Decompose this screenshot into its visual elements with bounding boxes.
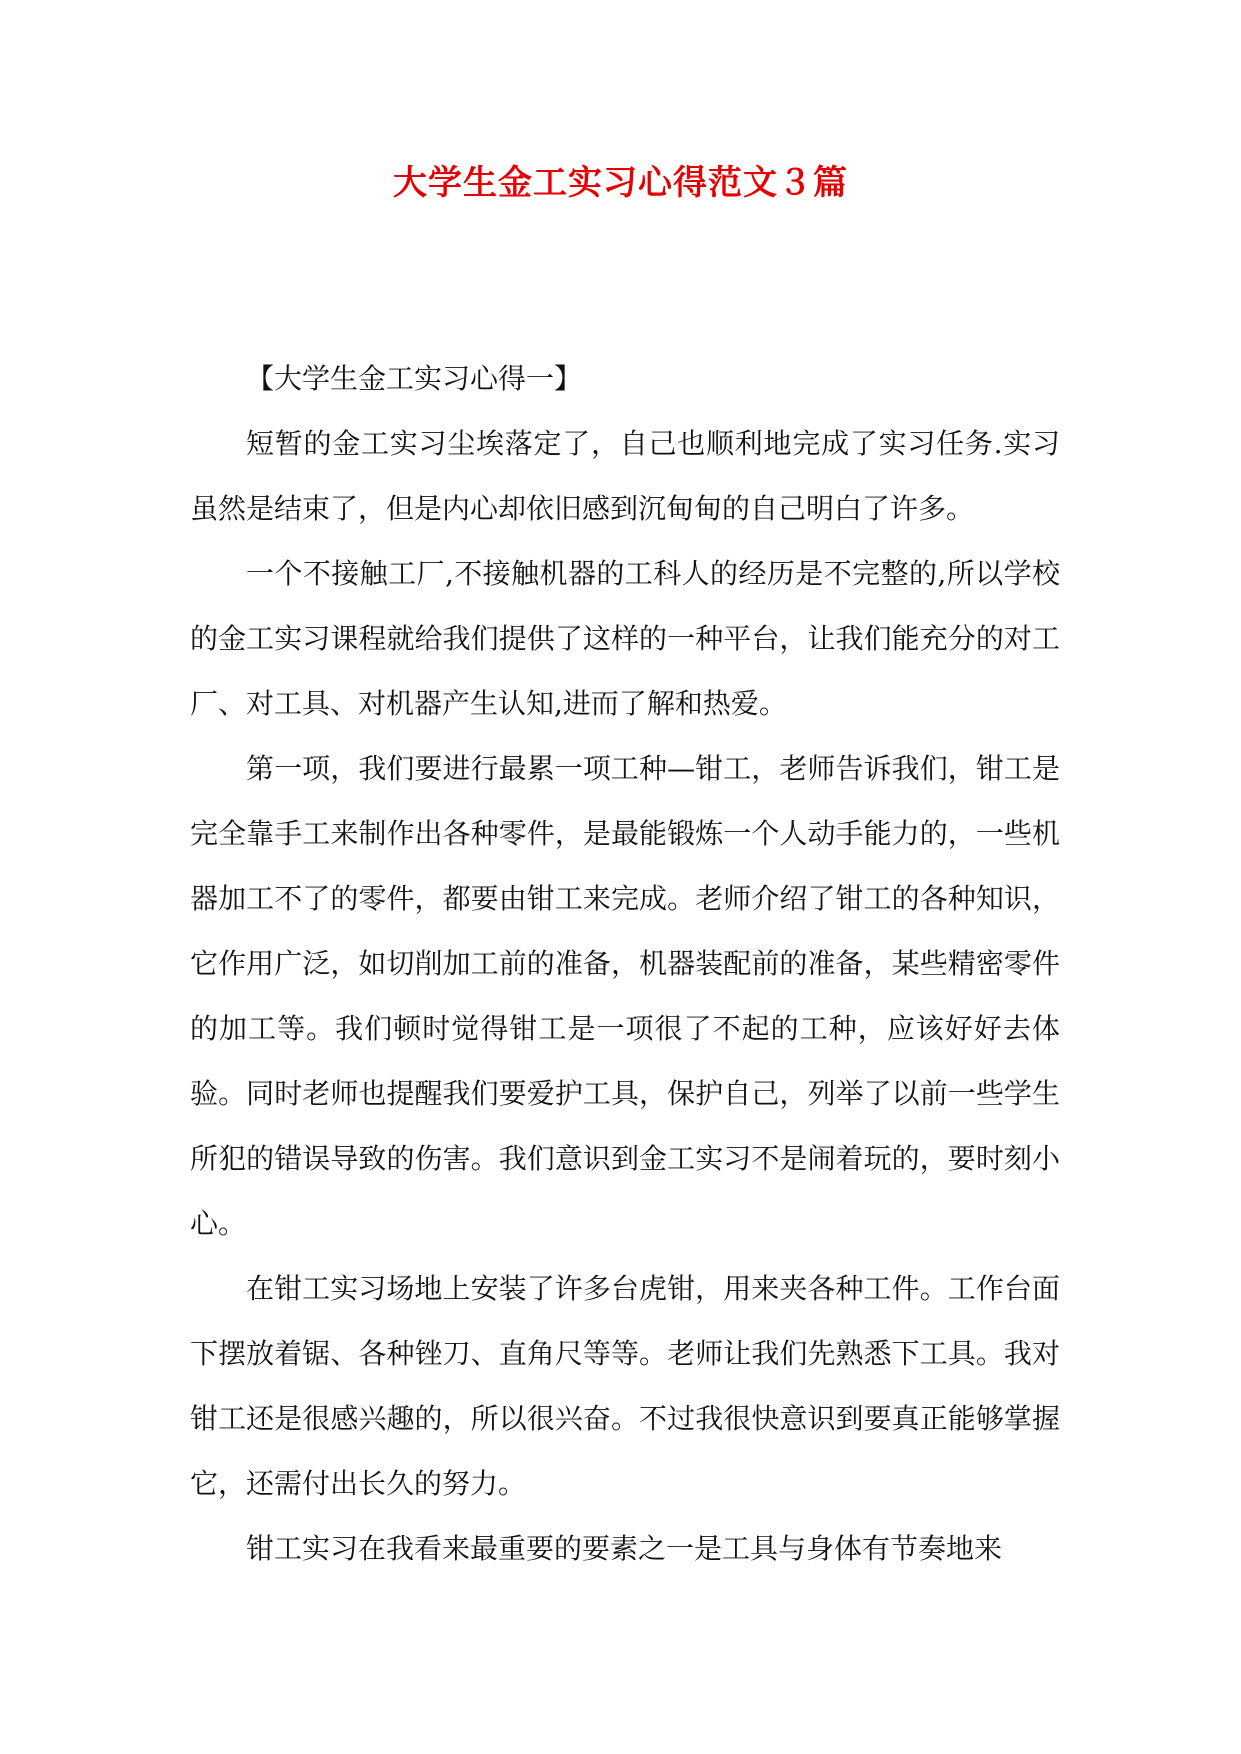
section-heading: 【大学生金工实习心得一】 xyxy=(246,362,583,395)
paragraph-3: 第一项，我们要进行最累一项工种—钳工，老师告诉我们，钳工是完全靠手工来制作出各种零件，是最能锻炼一个人动手能力的，一些机器加工不了的零件，都要由钳工来完成。老师介绍了钳工的各种知识，它作用广泛，如切削加工前的准备，机器装配前的准备，某些精密零件的加工等。我们顿时觉得钳工是一项很了不起的工种，应该好好去体验。同时老师也提醒我们要爱护工具，保护自己，列举了以前一些学生所犯的错误导致的伤害。我们意识到金工实习不是闹着玩的，要时刻小心。 xyxy=(190,752,1060,1240)
document-body xyxy=(190,346,1060,1581)
paragraph-2: 一个不接触工厂,不接触机器的工科人的经历是不完整的,所以学校的金工实习课程就给我们提供了这样的一种平台，让我们能充分的对工厂、对工具、对机器产生认知,进而了解和热爱。 xyxy=(190,557,1060,720)
document-title: 大学生金工实习心得范文３篇 xyxy=(393,163,848,203)
paragraph-4: 在钳工实习场地上安装了许多台虎钳，用来夹各种工件。工作台面下摆放着锯、各种锉刀、直角尺等等。老师让我们先熟悉下工具。我对钳工还是很感兴趣的，所以很兴奋。不过我很快意识到要真正能够掌握它，还需付出长久的努力。 xyxy=(190,1272,1060,1500)
paragraph-1: 短暂的金工实习尘埃落定了，自己也顺利地完成了实习任务.实习虽然是结束了，但是内心却依旧感到沉甸甸的自己明白了许多。 xyxy=(190,427,1060,525)
paragraph-5: 钳工实习在我看来最重要的要素之一是工具与身体有节奏地来 xyxy=(246,1532,1003,1565)
